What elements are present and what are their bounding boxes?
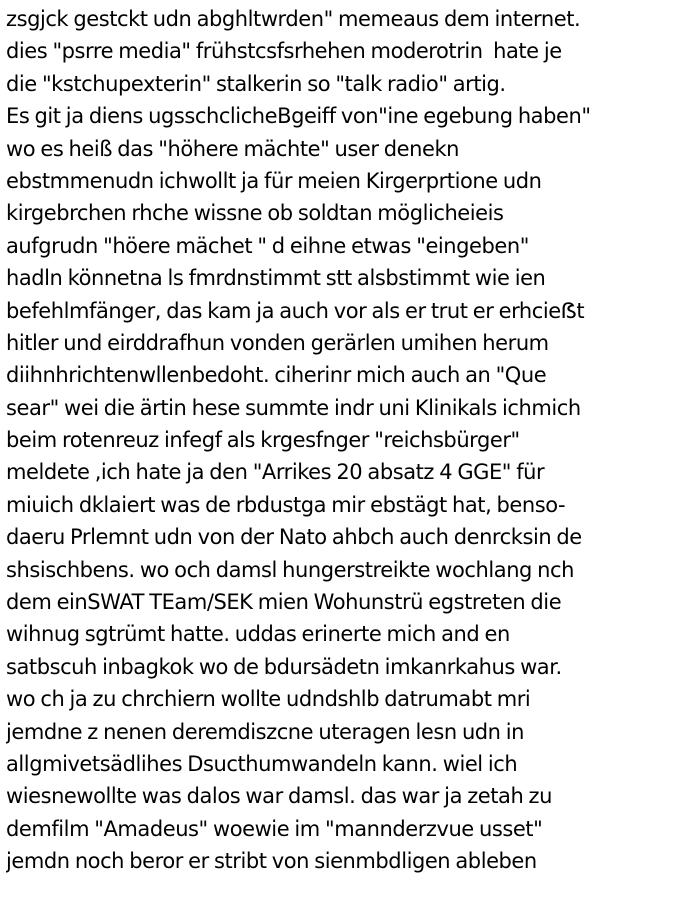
text-line: meldete ,ich hate ja den "Arrikes 20 absatz 4 GGE" für — [6, 460, 545, 485]
text-line: sear" wei die ärtin hese summte indr uni Klinikals ichmich — [6, 395, 581, 420]
text-line: dem einSWAT TEam/SEK mien Wohunstrü egstreten die — [6, 590, 562, 615]
text-line: dies "psrre media" frühstcsfsrhehen moderotrin hate je — [6, 39, 562, 64]
text-line: hadln könnetna ls fmrdnstimmt stt alsbstimmt wie ien — [6, 266, 546, 291]
text-line: befehlmfänger, das kam ja auch vor als er trut er erhcieẞt — [6, 298, 585, 323]
text-line: die "kstchupexterin" stalkerin so "talk radio" artig. — [6, 71, 506, 96]
text-line: wiesnewollte was dalos war damsl. das war ja zetah zu — [6, 784, 552, 809]
text-line: Es git ja diens ugsschclicheBgeiff von"ine egebung haben" — [6, 104, 591, 129]
text-line: satbscuh inbagkok wo de bdursädetn imkanrkahus war. — [6, 654, 562, 679]
text-line: jemdn noch beror er stribt von sienmbdligen ableben — [6, 849, 537, 874]
text-line: shsischbens. wo och damsl hungerstreikte wochlang nch — [6, 557, 574, 582]
text-line: diihnhrichtenwllenbedoht. ciherinr mich auch an "Que — [6, 363, 547, 388]
text-line: demfilm "Amadeus" woewie im "mannderzvue usset" — [6, 816, 543, 841]
text-line: wihnug sgtrümt hatte. uddas erinerte mich and en — [6, 622, 510, 647]
text-line: hitler und eirddrafhun vonden gerärlen umihen herum — [6, 330, 549, 355]
text-line: daeru Prlemnt udn von der Nato ahbch auch denrcksin de — [6, 525, 582, 550]
text-line: ebstmmenudn ichwollt ja für meien Kirgerprtione udn — [6, 168, 542, 193]
text-line: wo es heiß das "höhere mächte" user denekn — [6, 136, 460, 161]
text-line: zsgjck gestckt udn abghltwrden" memeaus dem internet. — [6, 7, 581, 31]
text-line: miuich dklaiert was de rbdustga mir ebstägt hat, benso- — [6, 492, 566, 517]
text-line: kirgebrchen rhche wissne ob soldtan möglicheieis — [6, 201, 504, 226]
text-line: allgmivetsädlihes Dsucthumwandeln kann. wiel ich — [6, 751, 518, 776]
text-line: jemdne z nenen deremdiszcne uteragen lesn udn in — [6, 719, 525, 744]
document-page — [6, 0, 684, 920]
text-line: aufgrudn "höere mächet " d eihne etwas "eingeben" — [6, 233, 529, 258]
text-line: wo ch ja zu chrchiern wollte udndshlb datrumabt mri — [6, 687, 531, 712]
text-line: beim rotenreuz infegf als krgesfnger "reichsbürger" — [6, 428, 520, 453]
